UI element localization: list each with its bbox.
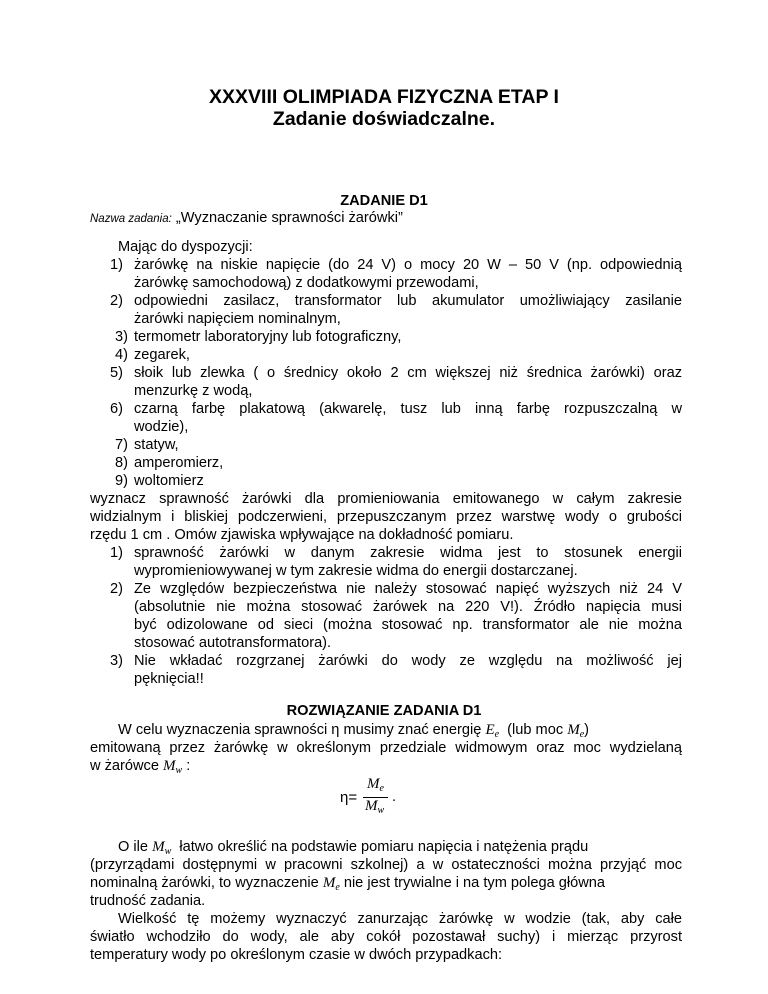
list-item-cont: menzurkę z wodą, xyxy=(134,383,253,399)
note-item: 3) Nie wkładać rozgrzanej żarówki do wody ze względu na możliwość jej xyxy=(110,653,682,669)
note-item-cont: być odizolowane od sieci (można stosować np. transformator ale nie można xyxy=(134,617,682,633)
formula-denominator: $M_w$ xyxy=(365,798,385,816)
olympiad-title: XXXVIII OLIMPIADA FIZYCZNA ETAP I xyxy=(209,86,559,108)
intro-line: Mając do dyspozycji: xyxy=(118,239,253,255)
task-name-value: „Wyznaczanie sprawności żarówki” xyxy=(175,210,403,226)
list-item: 4) zegarek, xyxy=(115,347,190,363)
note-item-cont: (absolutnie nie można stosować żarówek na 220 V!). Źródło napięcia musi xyxy=(134,599,682,615)
task-heading: ZADANIE D1 xyxy=(340,193,428,209)
list-item-cont: wodzie), xyxy=(134,419,189,435)
list-item-cont: żarówki napięciem nominalnym, xyxy=(134,311,341,327)
task-name-label: Nazwa zadania: xyxy=(90,213,172,225)
note-item: 1) sprawność żarówki w danym zakresie widma jest to stosunek energii xyxy=(110,545,682,561)
solution-line: Wielkość tę możemy wyznaczyć zanurzając żarówkę w wodzie (tak, aby całe xyxy=(118,911,682,927)
body-line: rzędu 1 cm . Omów zjawiska wpływające na dokładność pomiaru. xyxy=(90,527,514,543)
list-item: 6) czarną farbę plakatową (akwarelę, tusz lub inną farbę rozpuszczalną w xyxy=(110,401,682,417)
list-item: 9) woltomierz xyxy=(115,473,204,489)
section-title: Zadanie doświadczalne. xyxy=(272,108,496,130)
solution-line: (przyrządami dostępnymi w pracowni szkolnej) a w ostateczności można przyjąć moc xyxy=(90,857,682,873)
solution-line: nominalną żarówki, to wyznaczenie $M_e$ nie jest trywialne i na tym polega główna xyxy=(90,875,606,893)
solution-line: O ile $M_w$ łatwo określić na podstawie pomiaru napięcia i natężenia prądu xyxy=(118,839,589,857)
solution-line: światło wchodziło do wody, ale aby cokół pozostawał suchy) i mierząc przyrost xyxy=(90,929,682,945)
solution-line: W celu wyznaczenia sprawności η musimy znać energię $E_e$ (lub moc $M_e$) xyxy=(118,722,590,740)
solution-line: emitowaną przez żarówkę w określonym przedziale widmowym oraz moc wydzielaną xyxy=(90,740,682,756)
note-item: 2) Ze względów bezpieczeństwa nie należy stosować napięć wyższych niż 24 V xyxy=(110,581,682,597)
solution-line: trudność zadania. xyxy=(90,893,206,909)
body-line: wyznacz sprawność żarówki dla promieniowania emitowanego w całym zakresie xyxy=(90,491,682,507)
note-item-cont: stosować autotransformatora). xyxy=(134,635,332,651)
list-item: 3) termometr laboratoryjny lub fotograficzny, xyxy=(115,329,402,345)
solution-line: w żarówce $M_w$ : xyxy=(90,758,191,776)
formula-numerator: $M_e$ xyxy=(367,776,384,794)
efficiency-formula xyxy=(340,776,430,820)
list-item: 5) słoik lub zlewka ( o średnicy około 2 cm większej niż średnica żarówki) oraz xyxy=(110,365,682,381)
formula-period: . xyxy=(392,789,397,805)
solution-line: temperatury wody po określonym czasie w dwóch przypadkach: xyxy=(90,947,503,963)
solution-heading: ROZWIĄZANIE ZADANIA D1 xyxy=(286,703,482,719)
note-item-cont: wypromieniowywanej w tym zakresie widma do energii dostarczanej. xyxy=(134,563,578,579)
list-item: 1) żarówkę na niskie napięcie (do 24 V) o mocy 20 W – 50 V (np. odpowiednią xyxy=(110,257,682,273)
list-item: 8) amperomierz, xyxy=(115,455,224,471)
list-item-cont: żarówkę samochodową) z dodatkowymi przewodami, xyxy=(134,275,479,291)
note-item-cont: pęknięcia!! xyxy=(134,671,204,687)
formula-eta: η= xyxy=(340,789,358,806)
task-name xyxy=(90,209,403,228)
list-item: 2) odpowiedni zasilacz, transformator lub akumulator umożliwiający zasilanie xyxy=(110,293,682,309)
body-line: widzialnym i bliskiej podczerwieni, przepuszczanym przez warstwę wody o grubości xyxy=(90,509,682,525)
list-item: 7) statyw, xyxy=(115,437,179,453)
